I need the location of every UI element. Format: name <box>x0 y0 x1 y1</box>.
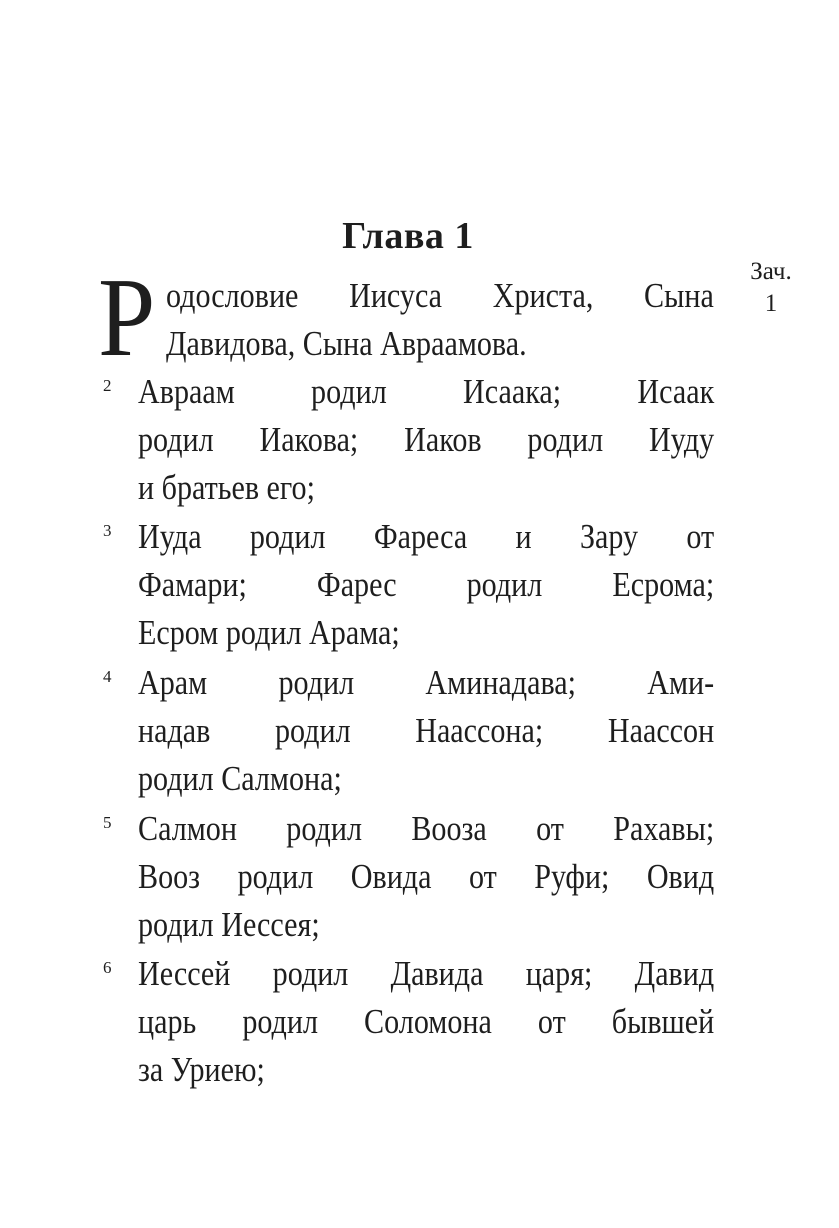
verse-3-line-1: Иуда родил Фареса и Зару от <box>138 517 715 556</box>
verse-number: 4 <box>103 667 112 686</box>
chapter-title: Глава 1 <box>342 215 474 257</box>
verse-1-line-1: одословие Иисуса Христа, Сына <box>166 276 714 315</box>
verse-2-line-3: и братьев его; <box>138 468 315 507</box>
verse-number: 2 <box>103 376 112 395</box>
verse-5-line-3: родил Иессея; <box>138 905 320 944</box>
verse-6-line-1: Иессей родил Давида царя; Давид <box>138 954 715 993</box>
reading-marker-label: Зач. <box>750 258 792 285</box>
reading-marker-number: 1 <box>764 290 778 317</box>
drop-cap: Р <box>98 256 156 380</box>
verse-5-line-1: Салмон родил Вооза от Рахавы; <box>138 809 715 848</box>
verse-number: 3 <box>103 521 112 540</box>
verse-3-line-2: Фамари; Фарес родил Есрома; <box>138 565 715 604</box>
reading-marker <box>730 256 812 320</box>
verse-3-line-3: Есром родил Арама; <box>138 613 400 652</box>
verse-2-line-1: Авраам родил Исаака; Исаак <box>138 372 715 411</box>
verse-6-line-2: царь родил Соломона от бывшей <box>138 1002 715 1041</box>
verse-1-line-2: Давидова, Сына Авраамова. <box>166 324 527 363</box>
verse-4-line-2: надав родил Наассона; Наассон <box>138 711 715 750</box>
verse-4-line-1: Арам родил Аминадава; Ами- <box>138 663 715 702</box>
verse-4-line-3: родил Салмона; <box>138 759 342 798</box>
verse-number: 5 <box>103 813 112 832</box>
verse-5-line-2: Вооз родил Овида от Руфи; Овид <box>138 857 715 896</box>
verse-2-line-2: родил Иакова; Иаков родил Иуду <box>138 420 715 459</box>
verse-6-line-3: за Уриею; <box>138 1050 265 1089</box>
verse-number: 6 <box>103 958 112 977</box>
